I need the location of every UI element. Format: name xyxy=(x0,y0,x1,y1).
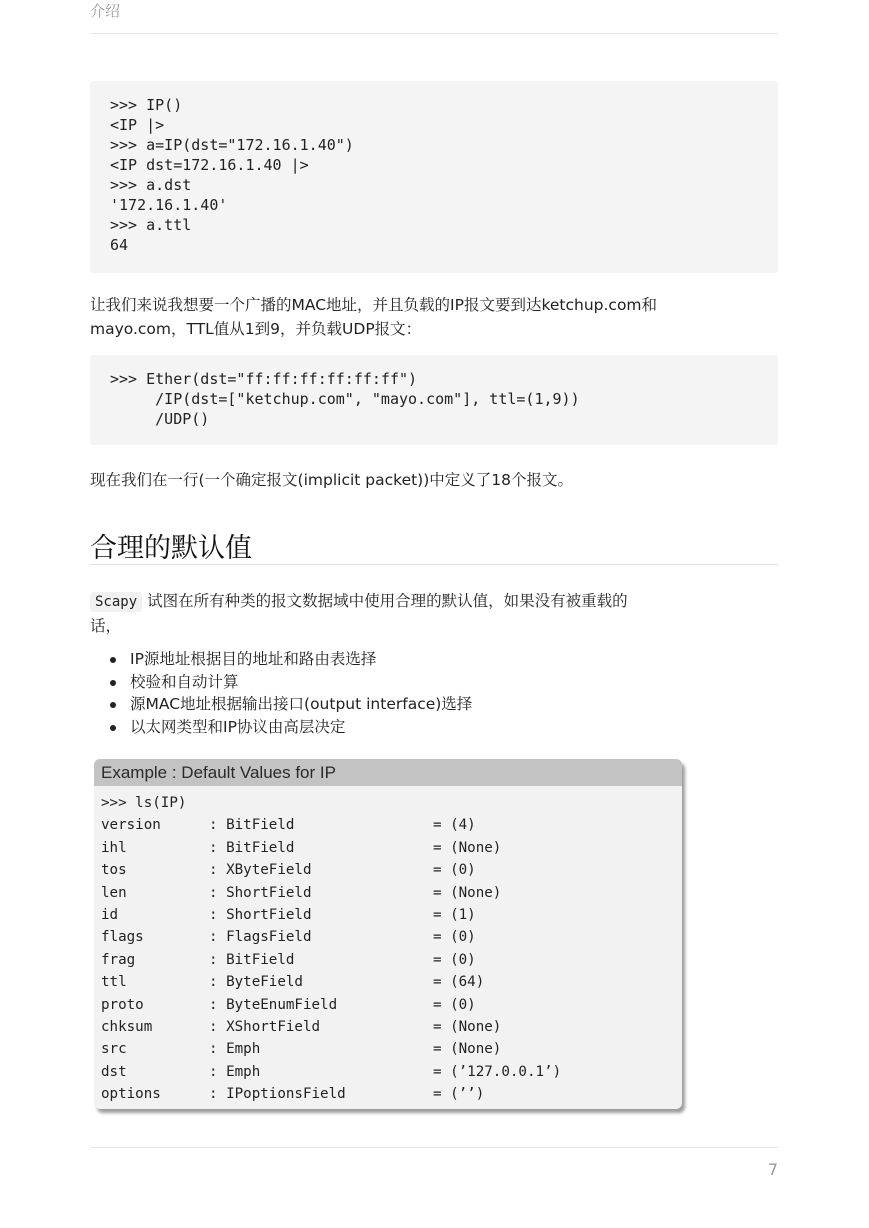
field-name: dst xyxy=(101,1063,127,1080)
code-line: >>> a.ttl xyxy=(110,216,192,234)
field-default: = (0) xyxy=(433,951,476,968)
table-row xyxy=(101,1038,682,1060)
page-number: 7 xyxy=(767,1160,778,1179)
field-type: : BitField xyxy=(209,839,295,856)
field-type: : ByteEnumField xyxy=(209,996,338,1013)
inline-code-scapy: Scapy xyxy=(90,592,142,612)
field-default: = (4) xyxy=(433,817,476,834)
paragraph-line: 话， xyxy=(90,617,122,635)
table-row xyxy=(101,837,682,859)
paragraph-line: 让我们来说我想要一个广播的MAC地址，并且负载的IP报文要到达ketchup.com和 xyxy=(90,296,658,314)
table-row xyxy=(101,949,682,971)
table-row xyxy=(101,926,682,948)
section-heading xyxy=(90,524,778,565)
field-default: = (’’) xyxy=(433,1086,485,1103)
page-footer xyxy=(90,1147,778,1179)
table-row xyxy=(101,904,682,926)
field-default: = (0) xyxy=(433,862,476,879)
example-title: Example : Default Values for IP xyxy=(94,759,682,786)
table-row xyxy=(101,994,682,1016)
table-row xyxy=(101,1083,682,1105)
list-item-text: 校验和自动计算 xyxy=(130,672,239,691)
list-item-text: 以太网类型和IP协议由高层决定 xyxy=(130,717,346,736)
code-line: >>> a=IP(dst="172.16.1.40") xyxy=(110,136,354,154)
code-line: 64 xyxy=(110,236,129,254)
field-name: src xyxy=(101,1041,127,1058)
field-default: = (’127.0.0.1’) xyxy=(433,1063,562,1080)
paragraph-broadcast xyxy=(90,293,778,341)
code-line: '172.16.1.40' xyxy=(110,196,228,214)
table-row xyxy=(101,1016,682,1038)
bullet-icon xyxy=(110,657,116,663)
table-row xyxy=(101,859,682,881)
code-line: <IP dst=172.16.1.40 |> xyxy=(110,156,309,174)
bullet-icon xyxy=(110,680,116,686)
field-name: chksum xyxy=(101,1018,153,1035)
field-type: : XByteField xyxy=(209,862,312,879)
field-default: = (64) xyxy=(433,974,485,991)
paragraph-line xyxy=(90,589,778,614)
list-item xyxy=(108,671,472,694)
table-row xyxy=(101,971,682,993)
field-type: : IPoptionsField xyxy=(209,1086,346,1103)
code-block-ether xyxy=(90,355,778,445)
field-name: ttl xyxy=(101,974,127,991)
section-heading-text: 合理的默认值 xyxy=(90,533,252,564)
list-item-text: 源MAC地址根据输出接口(output interface)选择 xyxy=(130,695,473,713)
list-item xyxy=(108,648,472,671)
field-name: ihl xyxy=(101,839,127,856)
field-default: = (1) xyxy=(433,906,476,923)
field-name: version xyxy=(101,817,161,834)
field-name: options xyxy=(101,1086,161,1103)
example-box xyxy=(94,759,682,1109)
field-name: tos xyxy=(101,862,127,879)
paragraph-line: 现在我们在一行(一个确定报文(implicit packet))中定义了18个报文。 xyxy=(90,471,573,489)
list-item xyxy=(108,693,472,716)
field-default: = (0) xyxy=(433,996,476,1013)
field-name: frag xyxy=(101,951,136,968)
field-default: = (None) xyxy=(433,1018,502,1035)
bullet-list xyxy=(108,648,472,738)
field-type: : Emph xyxy=(209,1041,261,1058)
paragraph-text: 试图在所有种类的报文数据域中使用合理的默认值，如果没有被重载的 xyxy=(142,592,628,610)
field-type: : Emph xyxy=(209,1063,261,1080)
paragraph-line: mayo.com，TTL值从1到9，并负载UDP报文： xyxy=(90,320,422,338)
field-name: flags xyxy=(101,929,144,946)
field-type: : BitField xyxy=(209,951,295,968)
code-line: <IP |> xyxy=(110,116,165,134)
header-section-title: 介绍 xyxy=(90,2,121,20)
bullet-icon xyxy=(110,702,116,708)
field-type: : ShortField xyxy=(209,884,312,901)
code-line: >>> a.dst xyxy=(110,176,192,194)
field-type: : XShortField xyxy=(209,1018,321,1035)
table-row xyxy=(101,1061,682,1083)
field-name: id xyxy=(101,906,119,923)
field-default: = (None) xyxy=(433,884,502,901)
code-block-ip xyxy=(90,81,778,273)
code-line: /UDP() xyxy=(110,410,210,428)
field-type: : FlagsField xyxy=(209,929,312,946)
example-body xyxy=(94,786,682,1105)
field-name: proto xyxy=(101,996,144,1013)
field-default: = (None) xyxy=(433,1041,502,1058)
code-line: /IP(dst=["ketchup.com", "mayo.com"], ttl=(1,9)) xyxy=(110,390,580,408)
paragraph-implicit-packet xyxy=(90,468,778,492)
paragraph-defaults xyxy=(90,589,778,638)
code-line: >>> IP() xyxy=(110,96,183,114)
field-type: : ByteField xyxy=(209,974,303,991)
table-row xyxy=(101,882,682,904)
list-item-text: IP源地址根据目的地址和路由表选择 xyxy=(130,650,377,668)
field-type: : ShortField xyxy=(209,906,312,923)
example-prompt: >>> ls(IP) xyxy=(101,795,187,811)
field-default: = (0) xyxy=(433,929,476,946)
code-line: >>> Ether(dst="ff:ff:ff:ff:ff:ff") xyxy=(110,370,418,388)
field-name: len xyxy=(101,884,127,901)
list-item xyxy=(108,716,472,739)
field-type: : BitField xyxy=(209,817,295,834)
page-header xyxy=(90,0,778,34)
table-row xyxy=(101,814,682,836)
bullet-icon xyxy=(110,725,116,731)
field-default: = (None) xyxy=(433,839,502,856)
